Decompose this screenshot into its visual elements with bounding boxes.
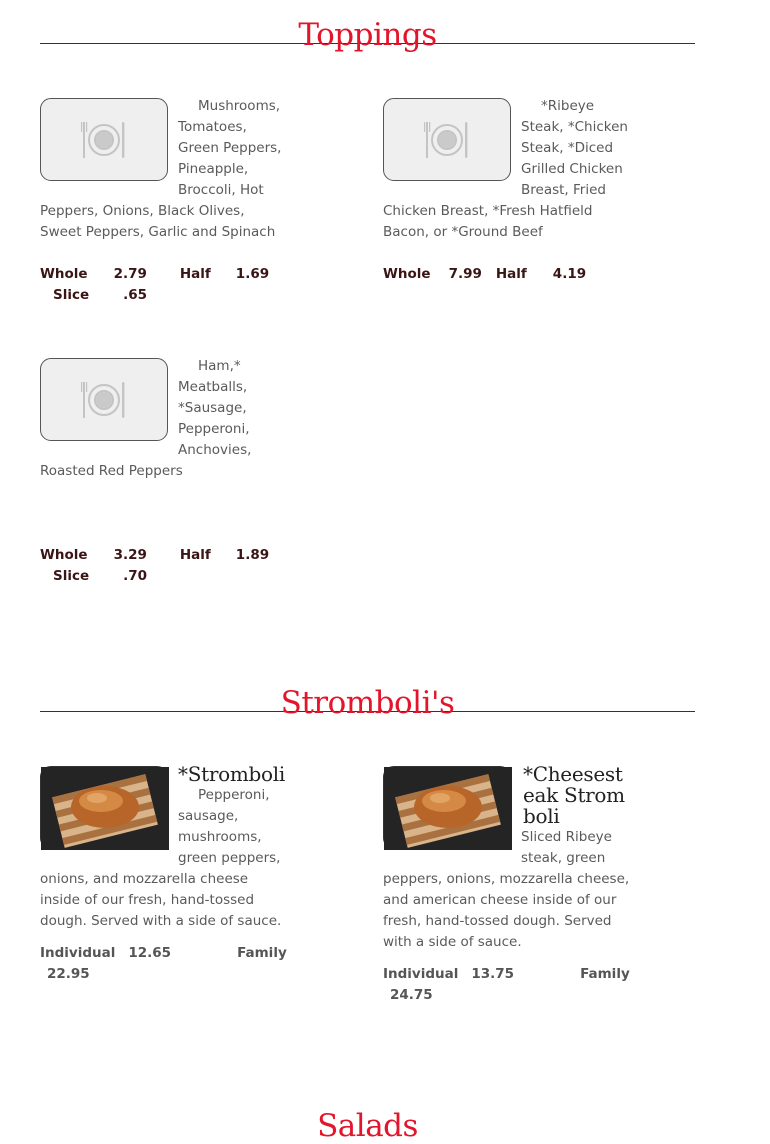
- price-value-individual: 13.75: [471, 966, 515, 982]
- price-label-slice: Slice: [53, 287, 90, 303]
- price-value-half: 1.89: [235, 547, 270, 563]
- item-description: Mushrooms, Tomatoes, Green Peppers, Pineapple, Broccoli, Hot Peppers, Onions, Black Olives, Sweet Peppers, Garlic and Spinach: [40, 98, 282, 240]
- menu-item-stromboli[interactable]: [40, 764, 290, 985]
- price-label-whole: Whole: [40, 266, 88, 282]
- price-line: [383, 964, 633, 1006]
- stromboli-photo: [40, 766, 168, 849]
- price-value-family: 24.75: [390, 987, 433, 1003]
- price-label-family: Family: [237, 945, 287, 961]
- price-label-whole: Whole: [40, 547, 88, 563]
- plate-placeholder-icon: [383, 98, 511, 181]
- menu-item-veggie-toppings[interactable]: [40, 96, 290, 306]
- section-header-strombolis: [40, 685, 695, 725]
- price-label-half: Half: [495, 266, 527, 282]
- item-description: Ham,* Meatballs, *Sausage, Pepperoni, Anchovies, Roasted Red Peppers: [40, 358, 252, 479]
- stromboli-photo: [383, 766, 511, 849]
- item-name: *Stromboli: [178, 762, 285, 786]
- price-label-whole: Whole: [383, 266, 431, 282]
- item-name: *Cheesesteak Stromboli: [523, 762, 625, 828]
- section-title: Toppings: [298, 17, 437, 53]
- menu-item-more-toppings[interactable]: [40, 356, 290, 587]
- plate-placeholder-icon: [40, 358, 168, 441]
- price-value-slice: .65: [123, 287, 148, 303]
- price-value-individual: 12.65: [128, 945, 172, 961]
- price-label-family: Family: [580, 966, 630, 982]
- item-description: Pepperoni, sausage, mushrooms, green peppers, onions, and mozzarella cheese inside of our fresh, hand-tossed dough. Served with a side of sauce.: [40, 787, 282, 929]
- price-line: [40, 943, 290, 985]
- section-title: Salads: [317, 1108, 418, 1144]
- price-label-half: Half: [179, 547, 211, 563]
- section-header-salads: [40, 1108, 695, 1144]
- price-value-whole: 7.99: [448, 266, 482, 282]
- price-line: [40, 264, 290, 306]
- price-value-slice: .70: [123, 568, 148, 584]
- item-description: *Ribeye Steak, *Chicken Steak, *Diced Grilled Chicken Breast, Fried Chicken Breast, *Fresh Hatfield Bacon, or *Ground Beef: [383, 98, 628, 240]
- price-value-half: 1.69: [235, 266, 270, 282]
- price-label-half: Half: [179, 266, 211, 282]
- price-label-individual: Individual: [383, 966, 459, 982]
- price-value-whole: 3.29: [113, 547, 147, 563]
- item-description: Sliced Ribeye steak, green peppers, onions, mozzarella cheese, and american cheese inside of our fresh, hand-tossed dough. Served with a side of sauce.: [383, 829, 630, 950]
- price-line: [383, 264, 633, 285]
- price-label-individual: Individual: [40, 945, 116, 961]
- menu-item-cheesesteak-stromboli[interactable]: [383, 764, 633, 1006]
- price-value-half: 4.19: [552, 266, 587, 282]
- price-value-family: 22.95: [47, 966, 90, 982]
- menu-item-meat-toppings[interactable]: [383, 96, 633, 285]
- price-label-slice: Slice: [53, 568, 90, 584]
- plate-placeholder-icon: [40, 98, 168, 181]
- price-value-whole: 2.79: [113, 266, 147, 282]
- section-title: Stromboli's: [280, 685, 455, 721]
- price-line: [40, 545, 290, 587]
- section-header-toppings: [40, 17, 695, 57]
